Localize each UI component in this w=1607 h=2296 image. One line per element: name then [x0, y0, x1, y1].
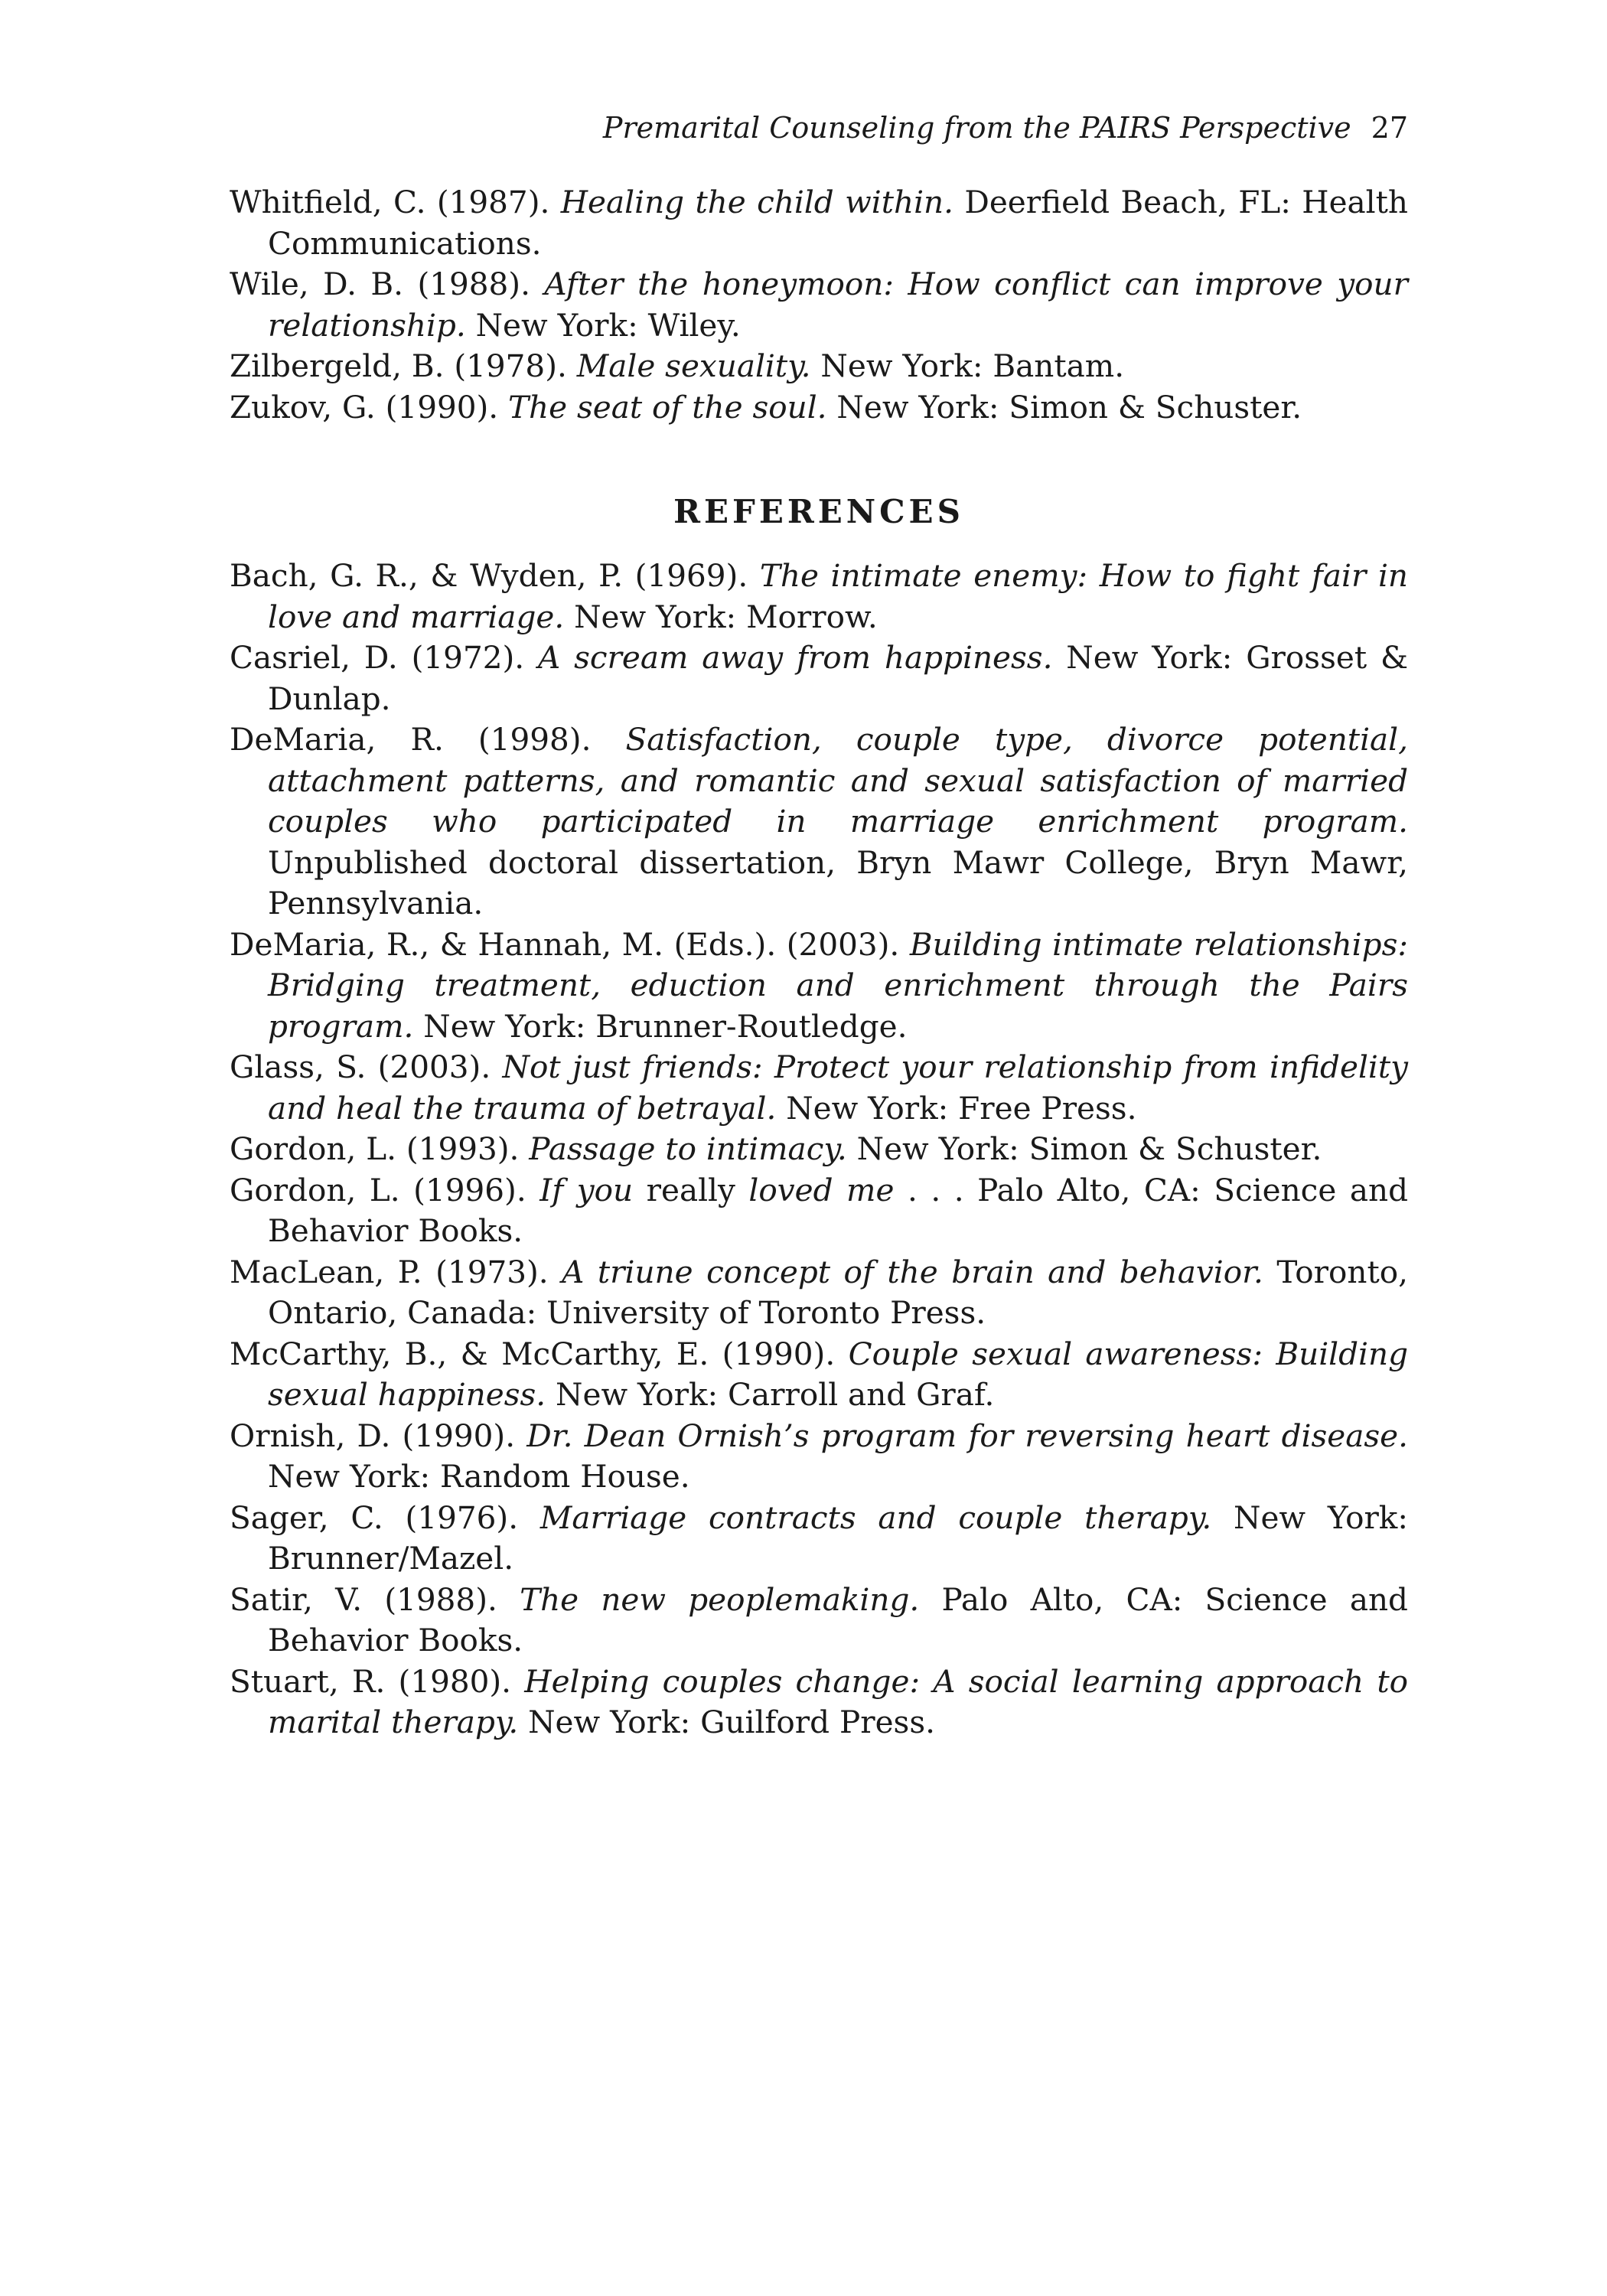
entry-authors: DeMaria, R. (1998). [230, 721, 626, 758]
entry-authors: Bach, G. R., & Wyden, P. (1969). [230, 557, 760, 594]
entry-title: Helping couples change: A social learning approach to marital therapy. [268, 1662, 1408, 1740]
entry-title-roman-word: really [633, 1171, 749, 1208]
entry-title: Passage to intimacy. [529, 1130, 847, 1167]
entry-publisher: New York: Brunner-Routledge. [413, 1007, 908, 1045]
entry-authors: Gordon, L. (1996). [230, 1171, 540, 1208]
entry-authors: Satir, V. (1988). [230, 1580, 520, 1618]
entry-title: The intimate enemy: How to fight fair in love and marriage. [268, 557, 1409, 635]
reference-entry [230, 1170, 1408, 1252]
entry-authors: Whitfield, C. (1987). [230, 184, 561, 220]
entry-title-continued: loved me [748, 1171, 895, 1208]
entry-title: Couple sexual awareness: Building sexual happiness. [268, 1335, 1409, 1413]
entry-authors: MacLean, P. (1973). [230, 1253, 562, 1290]
entry-title: Healing the child within. [560, 184, 953, 220]
entry-title: A triune concept of the brain and behavior. [562, 1253, 1263, 1290]
entry-title: Marriage contracts and couple therapy. [539, 1499, 1212, 1536]
entry-authors: Wile, D. B. (1988). [230, 266, 545, 302]
reference-entry [230, 925, 1408, 1048]
entry-publisher: New York: Simon & Schuster. [846, 1130, 1322, 1167]
reference-entry [230, 1047, 1408, 1129]
reference-entry [230, 1252, 1408, 1334]
entry-publisher: New York: Morrow. [564, 598, 878, 635]
reference-entry [230, 638, 1408, 719]
reference-entry [230, 719, 1408, 925]
entry-publisher: New York: Wiley. [465, 306, 741, 344]
entry-publisher: New York: Brunner/Mazel. [268, 1499, 1408, 1577]
reference-entry [230, 264, 1408, 346]
entry-publisher: New York: Guilford Press. [518, 1704, 935, 1740]
entry-authors: Gordon, L. (1993). [230, 1130, 530, 1167]
entry-title: A scream away from happiness. [538, 639, 1053, 676]
entry-authors: DeMaria, R., & Hannah, M. (Eds.). (2003). [230, 925, 910, 963]
entry-title: Male sexuality. [576, 347, 811, 384]
entry-authors: McCarthy, B., & McCarthy, E. (1990). [230, 1335, 849, 1372]
entry-authors: Glass, S. (2003). [230, 1049, 503, 1085]
entry-publisher: Toronto, Ontario, Canada: University of Toronto Press. [268, 1253, 1408, 1331]
reference-entry [230, 1129, 1408, 1170]
entry-authors: Zilbergeld, B. (1978). [230, 347, 577, 384]
entry-publisher: Palo Alto, CA: Science and Behavior Books. [268, 1580, 1408, 1658]
entry-publisher: New York: Carroll and Graf. [546, 1376, 995, 1413]
entry-authors: Sager, C. (1976). [230, 1499, 540, 1536]
reference-entry [230, 1498, 1408, 1580]
entry-title: Building intimate relationships: Bridging treatment, eduction and enrichment through the Pairs program. [268, 925, 1408, 1045]
entry-title: Dr. Dean Ornish’s program for reversing heart disease. [526, 1417, 1408, 1454]
entry-title: The seat of the soul. [508, 388, 827, 426]
entry-publisher: New York: Bantam. [810, 347, 1125, 384]
entry-authors: Stuart, R. (1980). [230, 1662, 525, 1700]
entry-title: If you [539, 1171, 634, 1208]
entry-publisher: Unpublished doctoral dissertation, Bryn Mawr College, Bryn Mawr, Pennsylvania. [268, 843, 1408, 921]
reference-entry [230, 556, 1408, 638]
entry-publisher: New York: Grosset & Dunlap. [268, 639, 1409, 717]
running-head-title: Premarital Counseling from the PAIRS Perspective [602, 111, 1351, 145]
reference-entry [230, 387, 1408, 429]
reference-entry [230, 346, 1408, 387]
continued-reference-list [230, 182, 1408, 428]
entry-authors: Ornish, D. (1990). [230, 1417, 527, 1454]
references-heading: REFERENCES [673, 493, 964, 530]
reference-entry [230, 1662, 1408, 1743]
reference-list [230, 556, 1408, 1743]
entry-authors: Zukov, G. (1990). [230, 388, 509, 426]
entry-publisher: Deerfield Beach, FL: Health Communications. [268, 184, 1408, 262]
reference-entry [230, 1580, 1408, 1662]
entry-publisher: New York: Simon & Schuster. [826, 388, 1302, 426]
entry-publisher: New York: Random House. [268, 1458, 690, 1495]
reference-entry [230, 1416, 1408, 1498]
entry-title: The new peoplemaking. [520, 1580, 920, 1618]
reference-entry [230, 182, 1408, 264]
entry-title: Satisfaction, couple type, divorce potential, attachment patterns, and romantic and sexual satisfaction of married couples who participated in marriage enrichment program. [268, 721, 1408, 840]
entry-publisher: New York: Free Press. [776, 1089, 1137, 1127]
entry-title: Not just friends: Protect your relationship from infidelity and heal the trauma of betrayal. [268, 1049, 1409, 1127]
entry-authors: Casriel, D. (1972). [230, 639, 538, 676]
entry-publisher: . . . Palo Alto, CA: Science and Behavior Books. [268, 1171, 1409, 1249]
entry-title: After the honeymoon: How conflict can improve your relationship. [268, 266, 1408, 344]
reference-entry [230, 1334, 1408, 1416]
running-head [230, 107, 1408, 148]
page-number: 27 [1371, 111, 1408, 145]
